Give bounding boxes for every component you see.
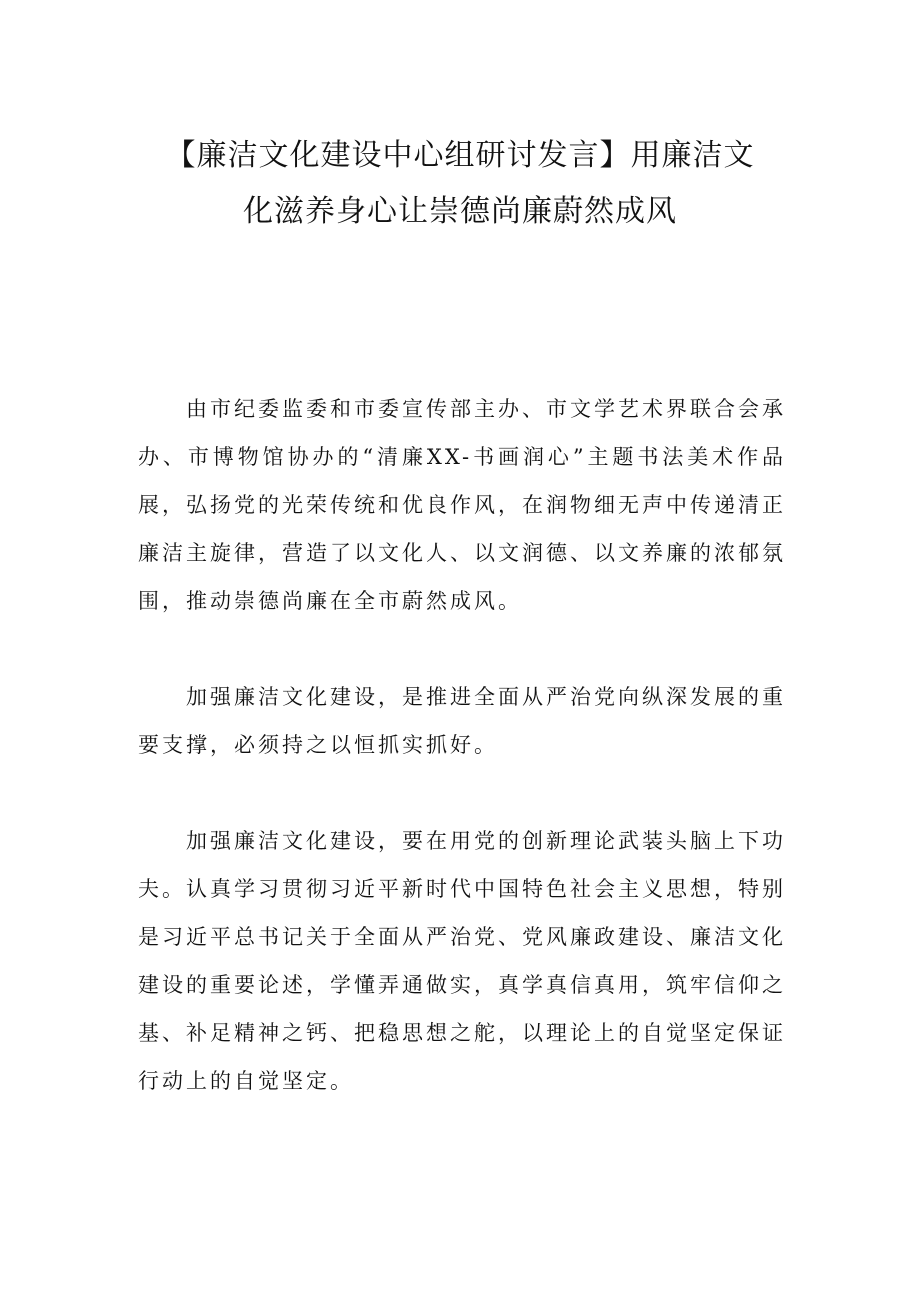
paragraph-1: 由市纪委监委和市委宣传部主办、市文学艺术界联合会承办、市博物馆协办的“清廉XX-书画润心”主题书法美术作品展，弘扬党的光荣传统和优良作风，在润物细无声中传递清正廉洁主旋律，营造了以文化人、以文润德、以文养廉的浓郁氛围，推动崇德尚廉在全市蔚然成风。 — [138, 397, 786, 613]
title-line-2: 化滋养身心让崇德尚廉蔚然成风 — [243, 194, 677, 229]
paragraph-2: 加强廉洁文化建设，是推进全面从严治党向纵深发展的重要支撑，必须持之以恒抓实抓好。 — [138, 685, 786, 757]
document-title — [100, 128, 820, 240]
title-line-1: 【廉洁文化建设中心组研讨发言】用廉洁文 — [165, 138, 755, 173]
paragraph-3: 加强廉洁文化建设，要在用党的创新理论武装头脑上下功夫。认真学习贯彻习近平新时代中国特色社会主义思想，特别是习近平总书记关于全面从严治党、党风廉政建设、廉洁文化建设的重要论述，学懂弄通做实，真学真信真用，筑牢信仰之基、补足精神之钙、把稳思想之舵，以理论上的自觉坚定保证行动上的自觉坚定。 — [138, 829, 786, 1093]
